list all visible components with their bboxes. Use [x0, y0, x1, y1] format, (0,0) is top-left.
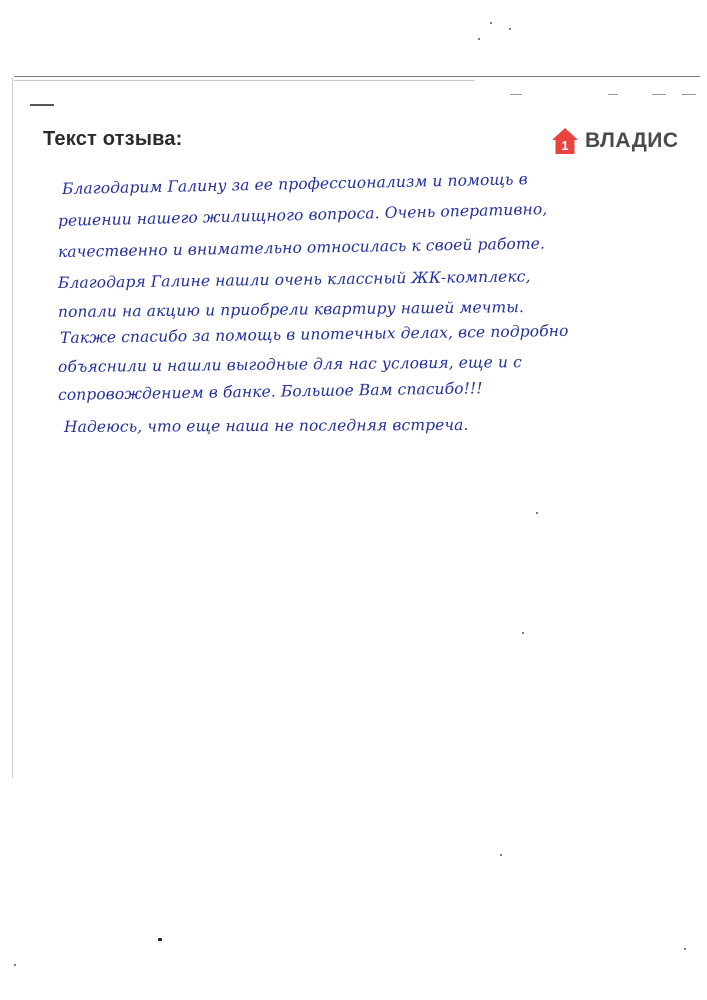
brand-logo	[551, 126, 679, 156]
scan-mark	[682, 94, 696, 95]
page-top-edge-shadow	[14, 80, 474, 81]
page-left-edge	[12, 78, 13, 778]
scan-speck	[536, 512, 538, 514]
review-line: объяснили и нашли выгодные для нас условия, еще и с	[57, 353, 522, 376]
scan-speck	[500, 854, 502, 856]
review-line: сопровождением в банке. Большое Вам спасибо!!!	[57, 379, 483, 404]
scan-speck	[14, 964, 16, 966]
scan-speck	[509, 28, 511, 30]
scan-mark	[510, 94, 522, 95]
scan-speck	[490, 22, 492, 24]
scan-mark	[652, 94, 666, 95]
scan-mark	[30, 104, 54, 106]
review-line: Благодаря Галине нашли очень классный ЖК-комплекс,	[57, 267, 531, 292]
svg-text:1: 1	[561, 138, 569, 153]
review-heading: Текст отзыва:	[43, 128, 183, 150]
scan-speck	[684, 948, 686, 950]
brand-name: ВЛАДИС	[585, 129, 679, 152]
review-line: решении нашего жилищного вопроса. Очень оперативно,	[57, 200, 548, 230]
review-line: Благодарим Галину за ее профессионализм и помощь в	[61, 170, 528, 198]
review-line: Надеюсь, что еще наша не последняя встреча.	[63, 415, 469, 436]
scan-mark	[608, 94, 618, 95]
page-top-edge	[14, 76, 700, 77]
scan-speck	[478, 38, 480, 40]
house-icon	[551, 127, 579, 155]
review-line: Также спасибо за помощь в ипотечных делах, все подробно	[59, 321, 569, 347]
review-line: попали на акцию и приобрели квартиру нашей мечты.	[57, 298, 525, 321]
scan-speck	[158, 938, 162, 941]
review-line: качественно и внимательно относилась к своей работе.	[57, 234, 546, 261]
scan-speck	[522, 632, 524, 634]
